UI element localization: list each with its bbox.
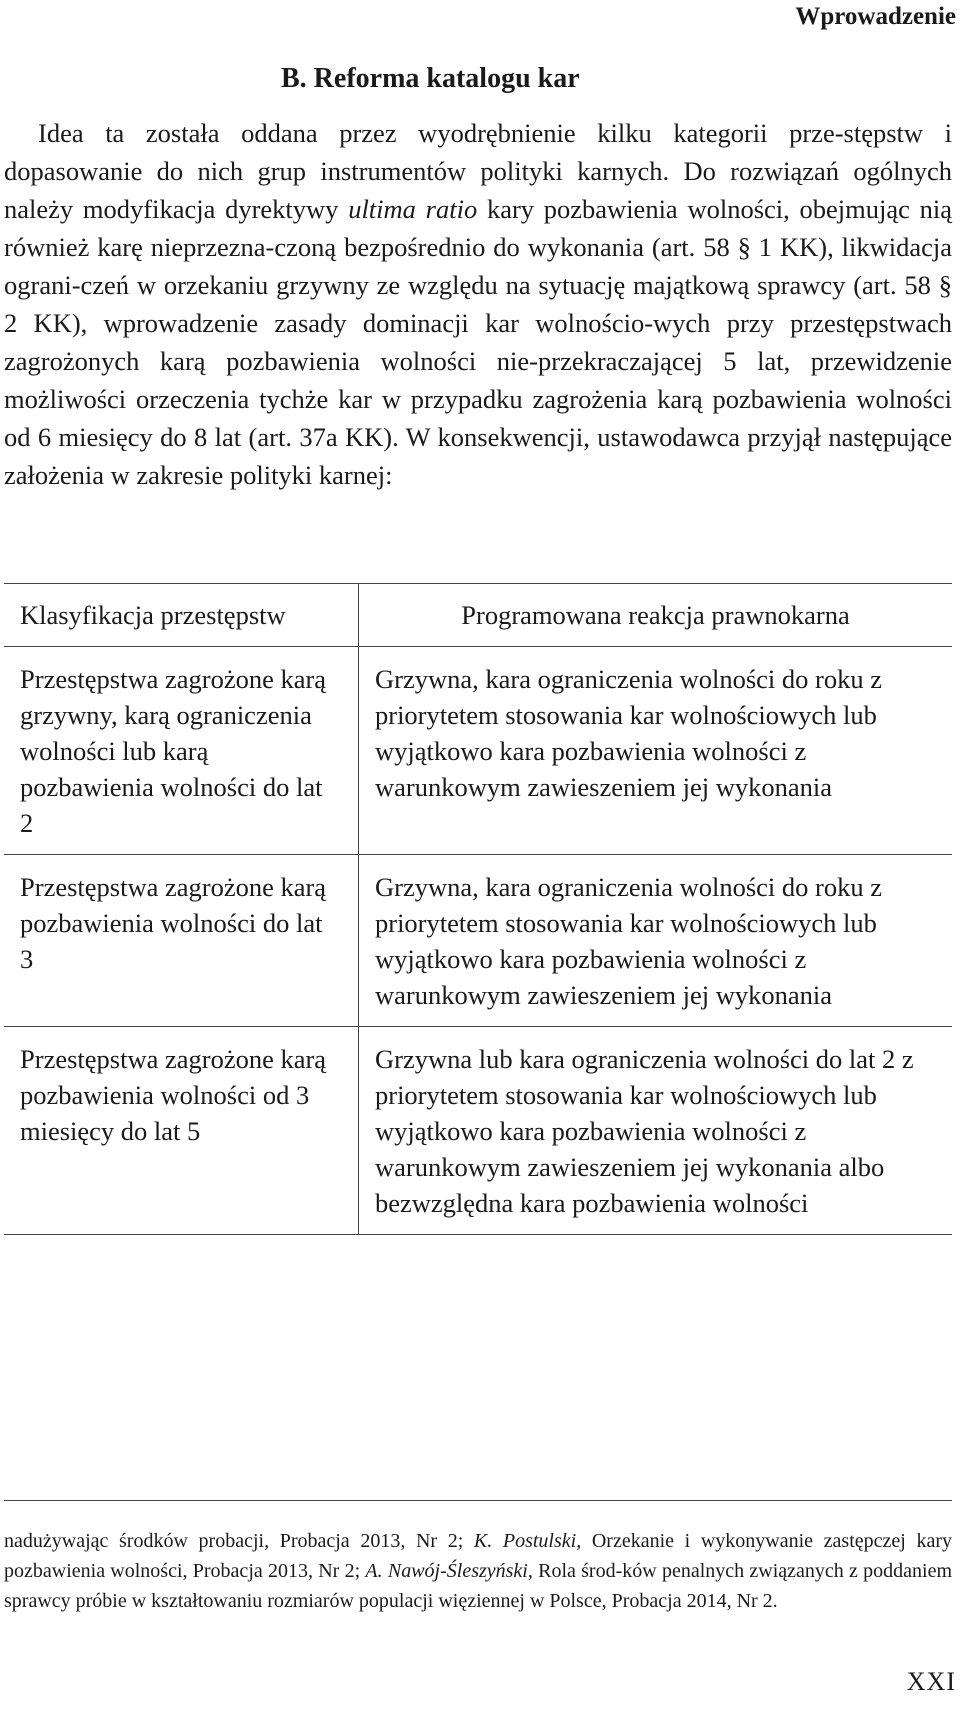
- body-text-part-2: kary pozbawienia wolności, obejmując nią również karę nieprzezna-czoną bezpośrednio do wykonania (art. 58 § 1 KK), likwidacja ograni-czeń w orzekaniu grzywny ze względu na sytuację majątkową sprawcy (art. 58 § 2 KK), wprowadzenie zasady dominacji kar wolnościo-wych przy przestępstwach zagrożonych karą pozbawienia wolności nie-przekraczającej 5 lat, przewidzenie możliwości orzeczenia tychże kar w przypadku zagrożenia karą pozbawienia wolności od 6 miesięcy do 8 lat (art. 37a KK). W konsekwencji, ustawodawca przyjął następujące założenia w zakresie polityki karnej:: [4, 194, 953, 490]
- running-head: Wprowadzenie: [795, 3, 956, 30]
- classification-cell: Przestępstwa zagrożone karą pozbawienia wolności od 3 miesięcy do lat 5: [4, 1027, 359, 1235]
- section-title: B. Reforma katalogu kar: [281, 63, 580, 94]
- footnote-text-3: , Rola środ-ków penalnych związanych z poddaniem sprawcy próbie w kształtowaniu rozmiarów populacji więziennej w Polsce, Probacja 2014, Nr 2.: [4, 1560, 952, 1612]
- classification-cell: Przestępstwa zagrożone karą pozbawienia wolności do lat 3: [4, 855, 359, 1027]
- footnote-text-2: , Orzekanie i wykonywanie zastępczej kary pozbawienia wolności, Probacja 2013, Nr 2;: [4, 1530, 952, 1582]
- table-row: [4, 1027, 952, 1235]
- table-header-row: [4, 584, 952, 647]
- reaction-cell: Grzywna, kara ograniczenia wolności do roku z priorytetem stosowania kar wolnościowych lub wyjątkowo kara pozbawienia wolności z warunkowym zawieszeniem jej wykonania: [359, 855, 953, 1027]
- reaction-cell: Grzywna, kara ograniczenia wolności do roku z priorytetem stosowania kar wolnościowych lub wyjątkowo kara pozbawienia wolności z warunkowym zawieszeniem jej wykonania: [359, 647, 953, 855]
- policy-table: [4, 583, 952, 1235]
- footnote-divider: [4, 1500, 952, 1501]
- footnote: [4, 1526, 952, 1616]
- footnote-author-1: K. Postulski: [473, 1530, 577, 1552]
- table-row: [4, 855, 952, 1027]
- body-paragraph: [4, 114, 952, 494]
- body-text-part-1: Idea ta została oddana przez wyodrębnienie kilku kategorii prze-stępstw i dopasowanie do nich grup instrumentów polityki karnych. Do rozwiązań ogólnych należy modyfikacja dyrektywy: [4, 118, 952, 224]
- page-number: XXI: [906, 1667, 956, 1696]
- header-reaction: Programowana reakcja prawnokarna: [359, 584, 953, 647]
- footnote-text-1: nadużywając środków probacji, Probacja 2013, Nr 2;: [4, 1530, 474, 1552]
- table-row: [4, 647, 952, 855]
- classification-cell: Przestępstwa zagrożone karą grzywny, karą ograniczenia wolności lub karą pozbawienia wolności do lat 2: [4, 647, 359, 855]
- footnote-author-2: A. Nawój-Śleszyński: [365, 1560, 528, 1582]
- body-text-italic: ultima ratio: [348, 194, 478, 224]
- reaction-cell: Grzywna lub kara ograniczenia wolności do lat 2 z priorytetem stosowania kar wolnościowych lub wyjątkowo kara pozbawienia wolności z warunkowym zawieszeniem jej wykonania albo bezwzględna kara pozbawienia wolności: [359, 1027, 953, 1235]
- header-classification: Klasyfikacja przestępstw: [4, 584, 359, 647]
